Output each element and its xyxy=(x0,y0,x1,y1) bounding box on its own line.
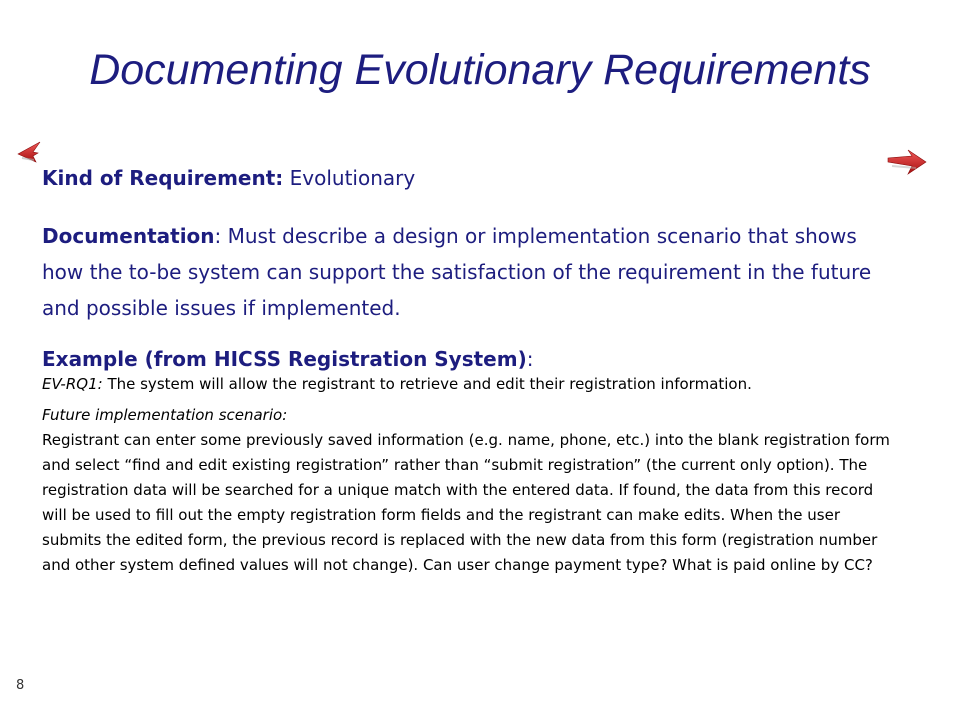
scenario-text: Registrant can enter some previously saved information (e.g. name, phone, etc.) into the blank registration form and select “find and edit existing registration” rather than “submit registration” (the current only option). The registration data will be searched for a unique match with the entered data. If found, the data from this record will be used to fill out the empty registration form fields and the registrant can make edits. When the user submits the edited form, the previous record is replaced with the new data from this form (registration number and other system defined values will not change). Can user change payment type? What is paid online by CC? xyxy=(42,431,890,574)
requirement-id: EV-RQ1: xyxy=(42,375,103,393)
scenario-heading: Future implementation scenario: xyxy=(42,406,288,424)
example-label: Example (from HICSS Registration System) xyxy=(42,347,527,371)
slide-title: Documenting Evolutionary Requirements xyxy=(89,46,871,94)
requirement-kind xyxy=(42,160,902,196)
slide-body xyxy=(42,160,902,578)
example-section xyxy=(42,346,902,578)
requirement-text: The system will allow the registrant to retrieve and edit their registration information. xyxy=(102,375,752,393)
documentation-paragraph xyxy=(42,218,902,326)
example-colon: : xyxy=(526,347,534,371)
requirement-kind-value: Evolutionary xyxy=(283,166,416,190)
example-heading xyxy=(42,346,902,372)
scenario-block xyxy=(42,403,902,578)
page-number: 8 xyxy=(16,678,25,693)
example-requirement xyxy=(42,372,902,397)
documentation-text: : Must describe a design or implementation scenario that shows how the to-be system can support the satisfaction of the requirement in the future and possible issues if implemented. xyxy=(42,224,872,320)
requirement-kind-label: Kind of Requirement: xyxy=(42,166,284,190)
documentation-label: Documentation xyxy=(42,224,215,248)
